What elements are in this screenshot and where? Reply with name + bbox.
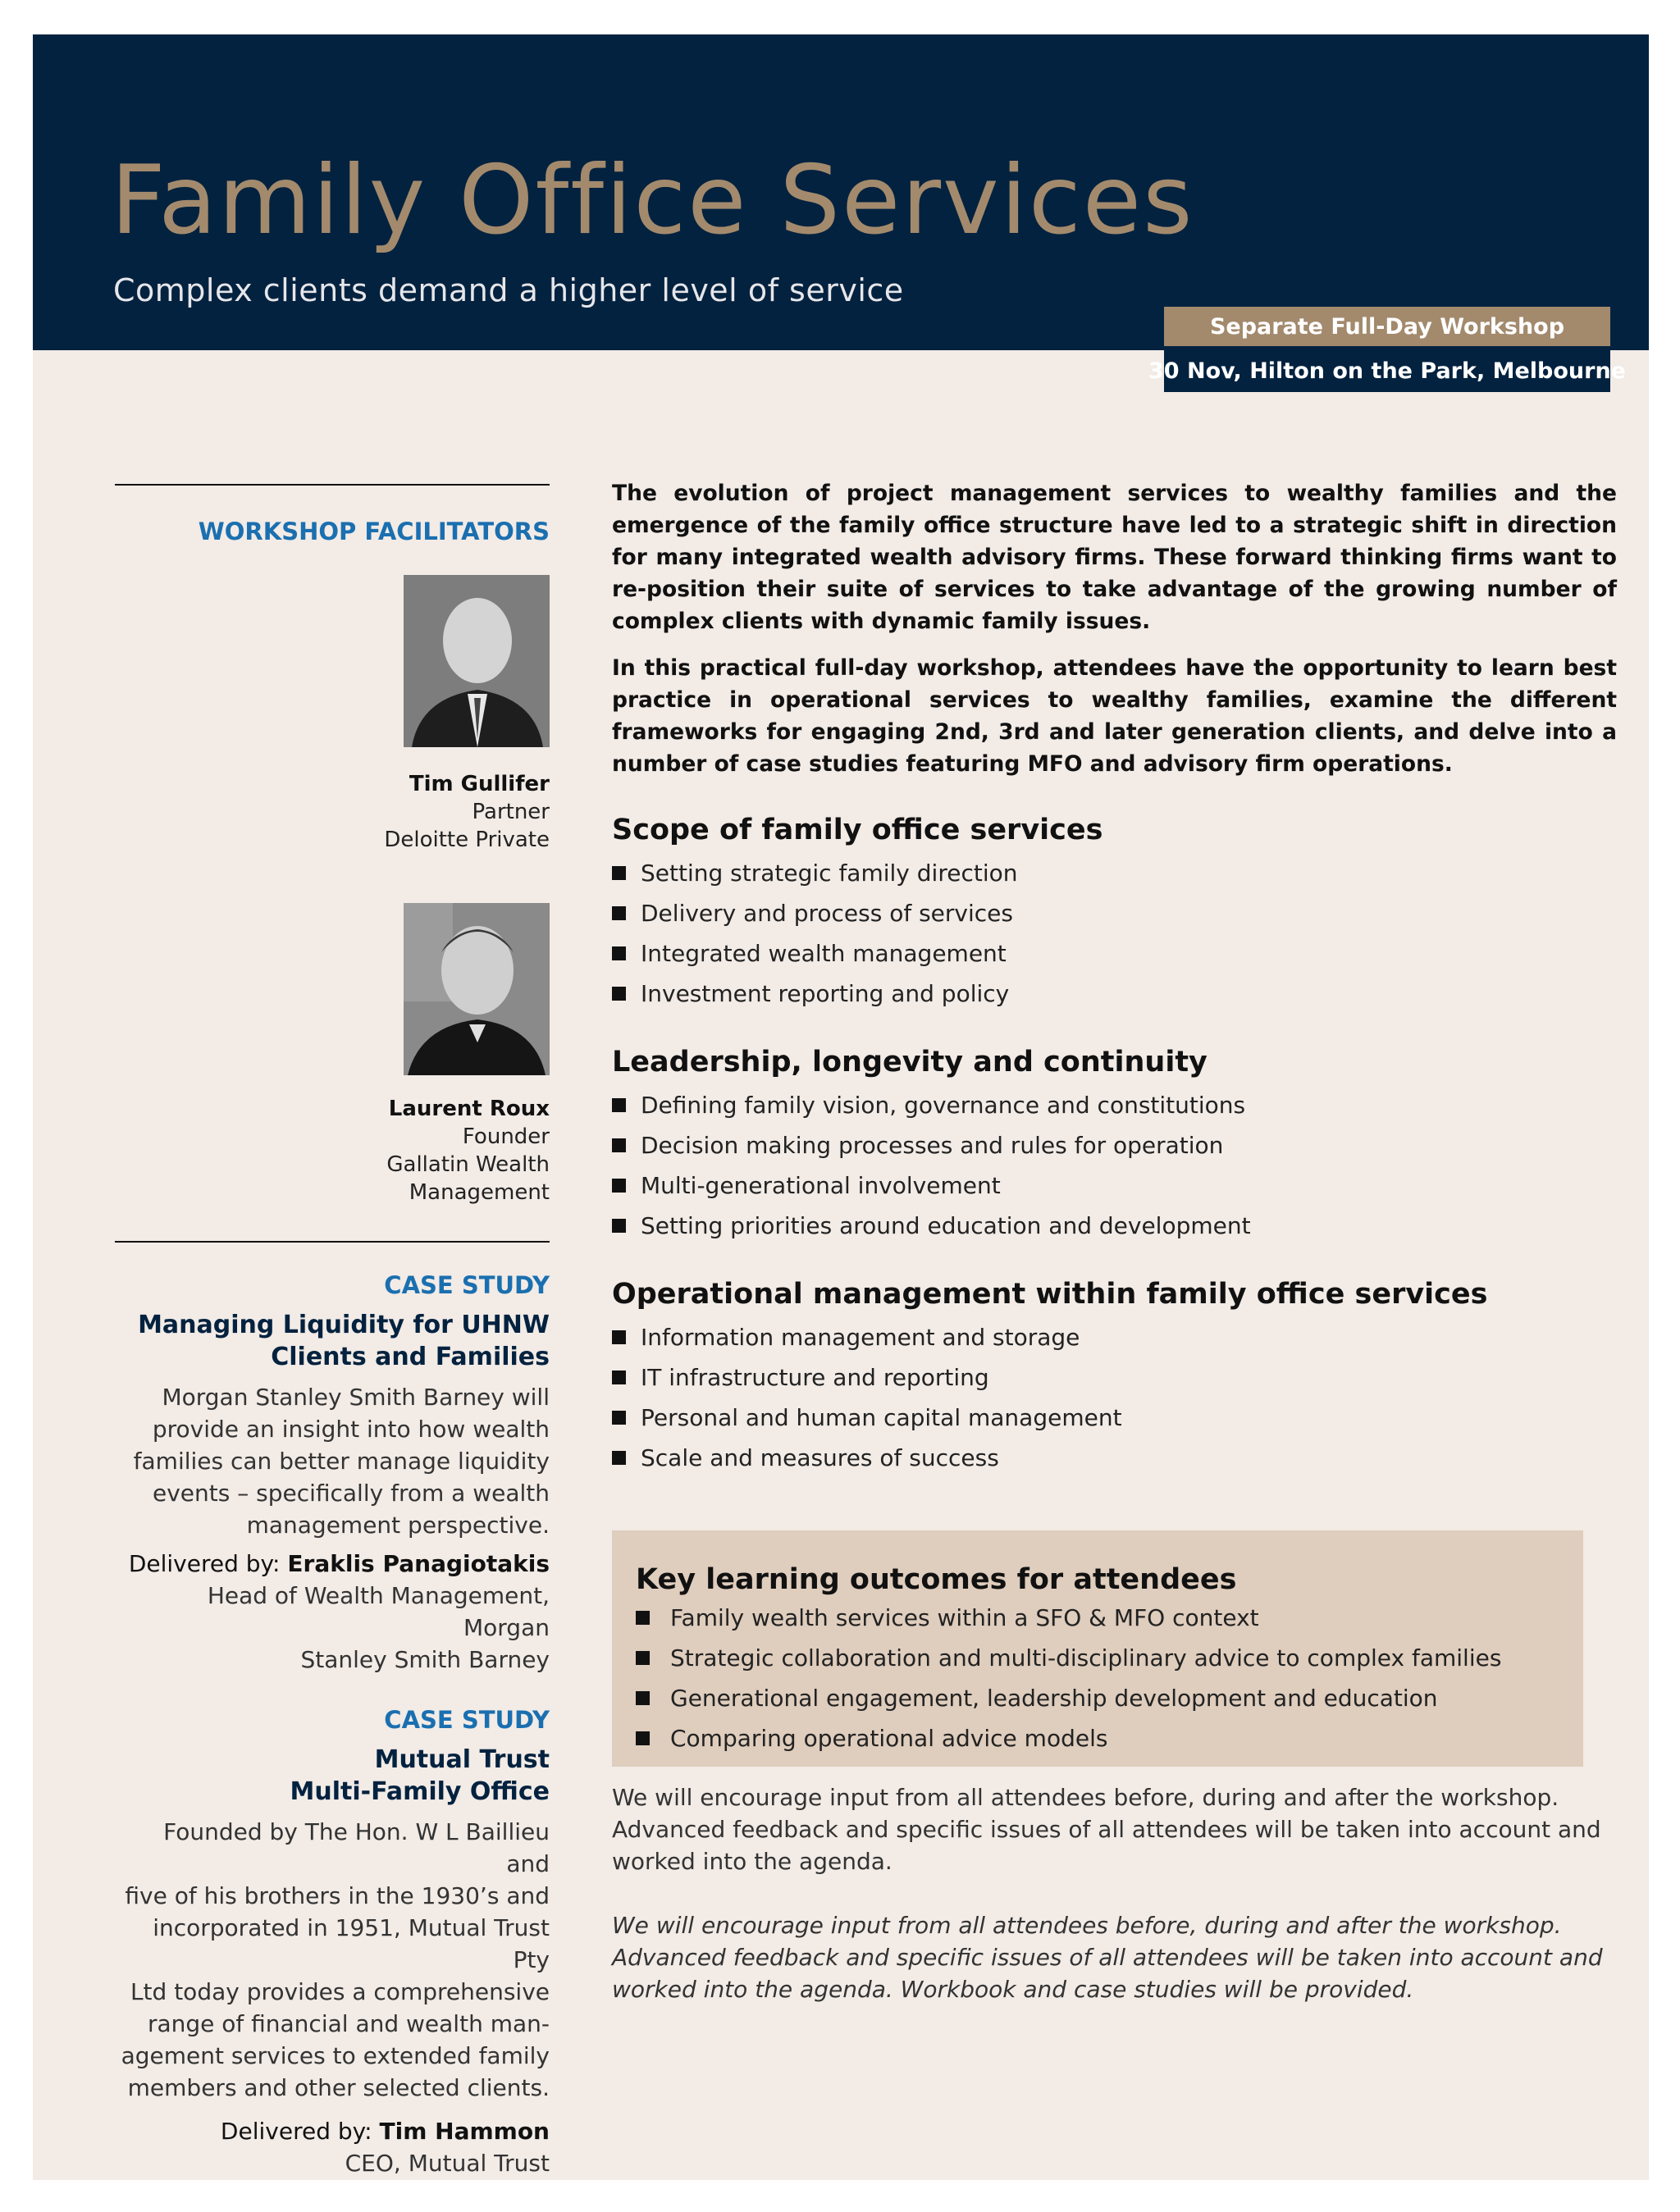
case-study-title: Managing Liquidity for UHNW xyxy=(138,1311,550,1339)
list-item: Defining family vision, governance and constitutions xyxy=(612,1085,1617,1125)
section-heading: Operational management within family office services xyxy=(612,1278,1488,1311)
facilitator-name: Tim Gullifer xyxy=(409,772,550,796)
case-study-presenter-role: CEO, Mutual Trust xyxy=(345,2150,550,2177)
list-item: Information management and storage xyxy=(612,1317,1617,1357)
facilitators-label: WORKSHOP FACILITATORS xyxy=(198,518,550,545)
bullet-square-icon xyxy=(612,1451,626,1465)
list-item: Multi-generational involvement xyxy=(612,1165,1617,1206)
list-item: Setting strategic family direction xyxy=(612,853,1617,893)
bullet-square-icon xyxy=(612,1098,626,1112)
case-study-title: Clients and Families xyxy=(271,1343,550,1371)
closing-line: Advanced feedback and specific issues of all attendees will be taken into account and xyxy=(612,1816,1601,1843)
sidebar xyxy=(115,484,550,2179)
bullet-square-icon xyxy=(612,1411,626,1425)
page-title: Family Office Services xyxy=(111,145,1194,256)
bullet-square-icon xyxy=(612,906,626,920)
case-study-body: Morgan Stanley Smith Barney will xyxy=(162,1384,550,1411)
outcomes-heading: Key learning outcomes for attendees xyxy=(636,1563,1237,1596)
list-item: Family wealth services within a SFO & MFO context xyxy=(636,1598,1501,1638)
list-item: Investment reporting and policy xyxy=(612,974,1617,1014)
case-study-body: five of his brothers in the 1930’s and xyxy=(125,1882,550,1909)
facilitator-photo xyxy=(404,575,550,747)
portrait-icon xyxy=(404,903,550,1075)
case-study-title: Multi-Family Office xyxy=(290,1777,550,1806)
bullet-square-icon xyxy=(612,987,626,1001)
case-study-body: families can better manage liquidity xyxy=(133,1448,550,1475)
closing-line: worked into the agenda. xyxy=(612,1848,892,1875)
list-item: Decision making processes and rules for operation xyxy=(612,1125,1617,1165)
bullet-square-icon xyxy=(612,1138,626,1152)
case-study-body: members and other selected clients. xyxy=(127,2074,550,2101)
bullet-square-icon xyxy=(612,1179,626,1193)
case-study-presenter: Delivered by: Eraklis Panagiotakis xyxy=(128,1550,550,1577)
facilitator-org: Gallatin Wealth xyxy=(386,1152,550,1177)
case-study-body: Founded by The Hon. W L Baillieu and xyxy=(163,1818,550,1877)
bullet-square-icon xyxy=(636,1651,650,1665)
closing-line: worked into the agenda. Workbook and case studies will be provided. xyxy=(612,1976,1414,2003)
bullet-square-icon xyxy=(612,1219,626,1233)
section-heading: Scope of family office services xyxy=(612,814,1103,846)
outcomes-box xyxy=(612,1530,1583,1767)
section-heading: Leadership, longevity and continuity xyxy=(612,1046,1208,1079)
brochure-page xyxy=(33,34,1649,2180)
bullet-square-icon xyxy=(612,866,626,880)
closing-line: We will encourage input from all attendees before, during and after the workshop. xyxy=(612,1912,1562,1939)
facilitator-org: Management xyxy=(409,1180,550,1205)
list-item: Integrated wealth management xyxy=(612,933,1617,974)
list-item: Strategic collaboration and multi-disciplinary advice to complex families xyxy=(636,1638,1501,1678)
facilitator-role: Partner xyxy=(472,800,550,824)
case-study-body: management perspective. xyxy=(246,1512,550,1539)
list-item: Comparing operational advice models xyxy=(636,1718,1501,1758)
case-study-presenter-role: Head of Wealth Management, Morgan xyxy=(207,1582,550,1641)
case-study-label: CASE STUDY xyxy=(384,1706,550,1734)
bullet-square-icon xyxy=(636,1691,650,1705)
case-study-body: range of financial and wealth man- xyxy=(147,2010,550,2037)
facilitator-org: Deloitte Private xyxy=(384,828,550,852)
main-content xyxy=(612,477,1617,2003)
intro-paragraph: The evolution of project management services to wealthy families and the emergence of the family office structure have led to a strategic shift in direction for many integrated wealth advisory firms. These forward thinking firms want to re-position their suite of services to take advantage of the growing number of complex clients with dynamic family issues. xyxy=(612,481,1617,634)
facilitator-photo xyxy=(404,903,550,1075)
facilitator-name: Laurent Roux xyxy=(388,1097,550,1121)
bullet-square-icon xyxy=(612,946,626,960)
intro-paragraph: In this practical full-day workshop, attendees have the opportunity to learn best practice in operational services to wealthy families, examine the different frameworks for engaging 2nd, 3rd and later generation clients, and delve into a number of case studies featuring MFO and advisory firm operations. xyxy=(612,655,1617,777)
case-study-presenter-role: Stanley Smith Barney xyxy=(300,1646,550,1673)
closing-text xyxy=(612,1781,1617,2005)
bullet-square-icon xyxy=(612,1330,626,1344)
closing-line: Advanced feedback and specific issues of all attendees will be taken into account and xyxy=(612,1944,1603,1971)
portrait-icon xyxy=(404,575,550,747)
case-study-body: agement services to extended family xyxy=(121,2042,550,2069)
bullet-list xyxy=(612,853,1617,1014)
outcomes-list xyxy=(636,1598,1501,1758)
workshop-badge: Separate Full-Day Workshop xyxy=(1164,307,1610,346)
list-item: Setting priorities around education and development xyxy=(612,1206,1617,1246)
case-study-title: Mutual Trust xyxy=(374,1745,550,1774)
list-item: Generational engagement, leadership development and education xyxy=(636,1678,1501,1718)
bullet-list xyxy=(612,1085,1617,1246)
list-item: Delivery and process of services xyxy=(612,893,1617,933)
case-study-presenter: Delivered by: Tim Hammon xyxy=(220,2118,550,2145)
bullet-list xyxy=(612,1317,1617,1478)
list-item: Personal and human capital management xyxy=(612,1398,1617,1438)
case-study-body: provide an insight into how wealth xyxy=(152,1416,550,1443)
list-item: IT infrastructure and reporting xyxy=(612,1357,1617,1398)
list-item: Scale and measures of success xyxy=(612,1438,1617,1478)
bullet-square-icon xyxy=(612,1371,626,1384)
case-study-body: incorporated in 1951, Mutual Trust Pty xyxy=(153,1914,550,1973)
case-study-body: Ltd today provides a comprehensive xyxy=(130,1978,550,2005)
bullet-square-icon xyxy=(636,1611,650,1625)
venue-badge: 30 Nov, Hilton on the Park, Melbourne xyxy=(1164,349,1610,392)
header-banner xyxy=(33,34,1649,350)
facilitator-role: Founder xyxy=(462,1124,550,1149)
case-study-label: CASE STUDY xyxy=(384,1271,550,1299)
closing-line: We will encourage input from all attendees before, during and after the workshop. xyxy=(612,1784,1559,1811)
page-subtitle: Complex clients demand a higher level of service xyxy=(113,272,904,308)
bullet-square-icon xyxy=(636,1731,650,1745)
case-study-body: events – specifically from a wealth xyxy=(152,1480,550,1507)
